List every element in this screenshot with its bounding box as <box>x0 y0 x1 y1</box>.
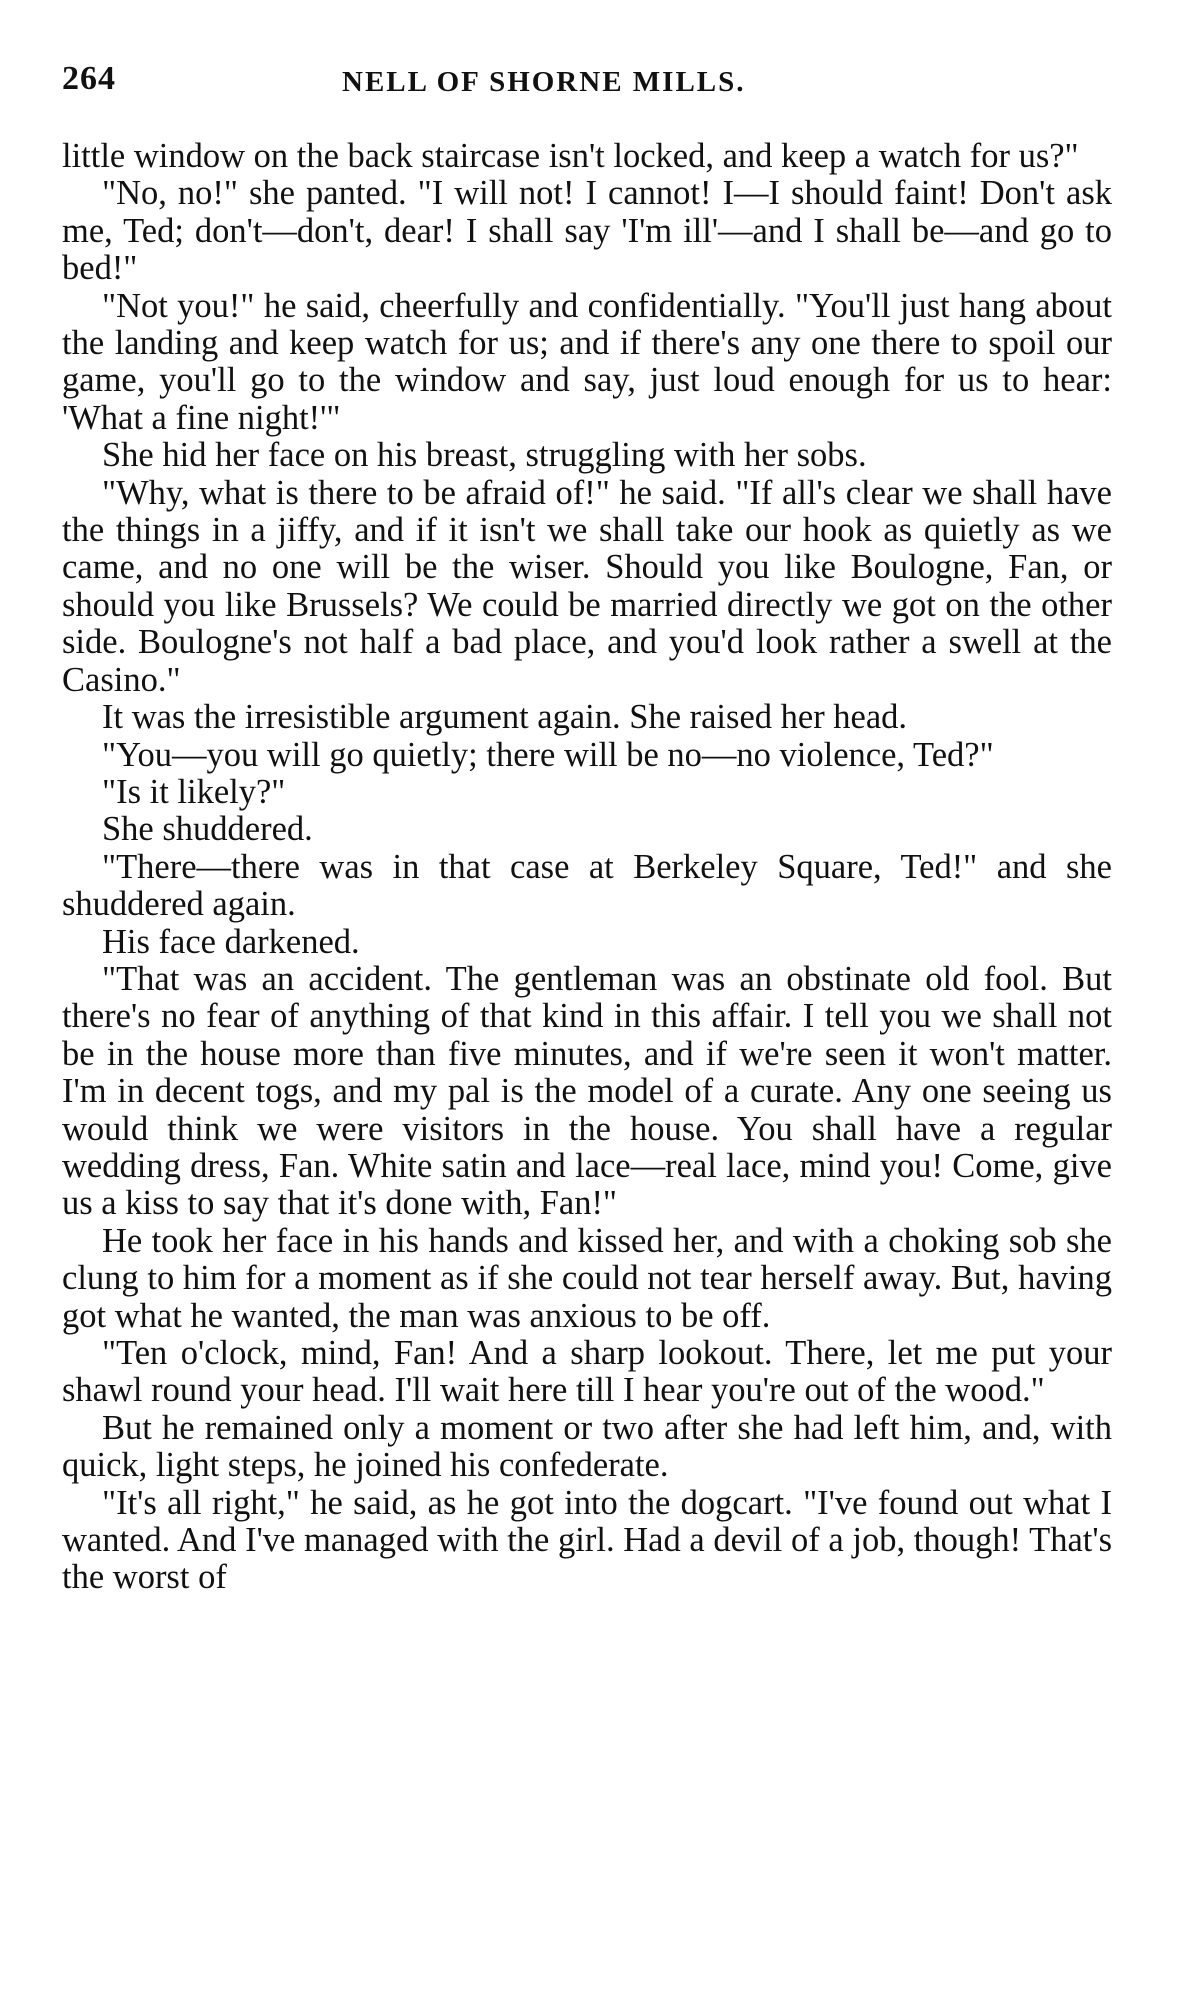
paragraph: "Is it likely?" <box>102 772 286 811</box>
paragraph: "No, no!" she panted. "I will not! I cannot! I—I should faint! Don't ask me, Ted; don't—don't, dear! I shall say 'I'm ill'—and I shall be—and go to bed!" <box>62 174 1112 288</box>
paragraph: He took her face in his hands and kissed her, and with a choking sob she clung to him for a moment as if she could not tear herself away. But, having got what he wanted, the man was anxious to be off. <box>62 1221 1112 1335</box>
paragraph: "It's all right," he said, as he got into the dogcart. "I've found out what I wanted. And I've managed with the girl. Had a devil of a job, though! That's the worst of <box>62 1483 1112 1597</box>
book-page <box>62 60 1112 1597</box>
paragraph: "There—there was in that case at Berkeley Square, Ted!" and she shuddered again. <box>62 847 1112 924</box>
paragraph: "Ten o'clock, mind, Fan! And a sharp lookout. There, let me put your shawl round your head. I'll wait here till I hear you're out of the wood." <box>62 1334 1112 1410</box>
page-header <box>62 60 1112 120</box>
paragraph: It was the irresistible argument again. She raised her head. <box>102 698 908 737</box>
body-text <box>62 138 1112 1597</box>
paragraph: She hid her face on his breast, struggling with her sobs. <box>102 436 867 475</box>
paragraph: "Not you!" he said, cheerfully and confidentially. "You'll just hang about the landing and keep watch for us; and if there's any one there to spoil our game, you'll go to the window and say, just loud enough for us to hear: 'What a fine night!'" <box>62 286 1112 437</box>
paragraph: "You—you will go quietly; there will be no—no violence, Ted?" <box>102 735 994 774</box>
page-number: 264 <box>62 60 116 97</box>
paragraph: "Why, what is there to be afraid of!" he said. "If all's clear we shall have the things in a jiffy, and if it isn't we shall take our hook as quietly as we came, and no one will be the wiser. Should you like Boulogne, Fan, or should you like Brussels? We could be married directly we got on the other side. Boulogne's not half a bad place, and you'd look rather a swell at the Casino." <box>62 473 1112 699</box>
paragraph: little window on the back staircase isn't locked, and keep a watch for us?" <box>62 137 1079 175</box>
paragraph: "That was an accident. The gentleman was an obstinate old fool. But there's no fear of anything of that kind in this affair. I tell you we shall not be in the house more than five minutes, and if we're seen it won't matter. I'm in decent togs, and my pal is the model of a curate. Any one seeing us would think we were visitors in the house. You shall have a regular wedding dress, Fan. White satin and lace—real lace, mind you! Come, give us a kiss to say that it's done with, Fan!" <box>62 959 1112 1223</box>
paragraph: His face darkened. <box>102 922 360 961</box>
paragraph: She shuddered. <box>102 810 313 849</box>
paragraph: But he remained only a moment or two after she had left him, and, with quick, light steps, he joined his confederate. <box>62 1408 1112 1485</box>
running-head: NELL OF SHORNE MILLS. <box>342 66 746 98</box>
